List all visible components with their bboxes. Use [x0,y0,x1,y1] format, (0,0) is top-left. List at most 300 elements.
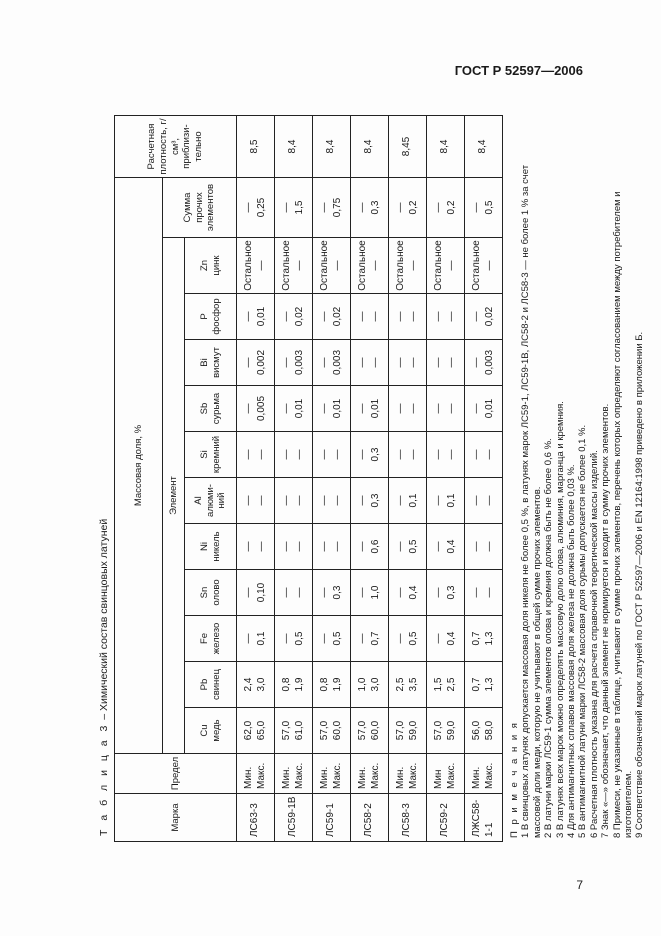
min-value: — [281,587,292,598]
max-value: — [483,449,495,460]
limit-max: Макс. [407,762,419,789]
value-cell [465,662,503,708]
min-value: — [471,403,482,414]
notes-block [509,95,646,842]
value-cell [389,570,427,616]
element-symbol: Sn [198,586,210,599]
element-col-header [185,570,237,616]
max-value: — [483,495,495,506]
value-cell [427,616,465,662]
max-value: 0,01 [293,398,305,419]
limit-max: Макс. [483,762,495,789]
element-symbol: Pb [198,678,210,691]
element-name: никель [210,531,222,562]
min-value: — [357,633,368,644]
value-cell [389,432,427,478]
density-value: 8,4 [275,116,313,178]
element-symbol: P [198,313,210,320]
min-value: — [243,541,254,552]
value-cell [427,340,465,386]
notes-title: П р и м е ч а н и я [509,721,520,838]
rotated-table-block [94,95,646,842]
table-row [313,116,351,842]
table-caption [94,95,114,842]
value-cell [237,662,275,708]
value-cell [351,524,389,570]
min-value: 0,7 [471,631,482,646]
limit-cell [351,754,389,794]
value-cell [275,478,313,524]
composition-table [114,115,503,842]
element-symbol: Cu [198,724,210,737]
value-cell [237,524,275,570]
value-cell [237,386,275,432]
alloy-grade: ЛС59-1 [313,794,351,842]
element-col-header [185,386,237,432]
limit-min: Мин [433,769,444,789]
max-value: 0,003 [293,349,305,376]
max-value: 0,2 [445,200,457,215]
value-cell [427,570,465,616]
min-value: 57,0 [281,720,292,741]
min-value: — [243,357,254,368]
min-value: — [433,311,444,322]
mass-fraction-header: Массовая доля, % [115,178,163,754]
max-value: — [293,260,305,271]
max-value: 0,5 [483,200,495,215]
value-cell [275,708,313,754]
element-header: Элемент [163,238,185,754]
max-value: 60,0 [331,720,343,741]
value-cell [465,708,503,754]
min-value: — [319,541,330,552]
element-symbol: Zn [198,259,210,272]
element-name: олово [210,579,222,606]
min-value: — [281,202,292,213]
note-line: изготовителем. [623,770,635,838]
min-value: 2,4 [243,677,254,692]
min-value: — [433,495,444,506]
min-value: — [319,311,330,322]
value-cell [275,432,313,478]
min-value: — [243,495,254,506]
min-value: — [395,587,406,598]
min-value: 0,8 [319,677,330,692]
value-cell [351,340,389,386]
limit-min: Мин. [319,766,330,789]
min-value: — [395,403,406,414]
max-value: 0,4 [407,585,419,600]
value-cell [389,294,427,340]
max-value: 0,01 [369,398,381,419]
value-cell [465,616,503,662]
table-row [351,116,389,842]
max-value: 0,003 [331,349,343,376]
value-cell [351,570,389,616]
value-cell [465,238,503,294]
value-cell [465,478,503,524]
max-value: — [293,449,305,460]
value-cell [313,340,351,386]
max-value: — [369,260,381,271]
min-value: — [433,449,444,460]
value-cell [427,238,465,294]
max-value: — [407,357,419,368]
value-cell [275,178,313,238]
max-value: — [483,541,495,552]
max-value: 0,5 [407,539,419,554]
limit-cell [275,754,313,794]
max-value: 0,01 [483,398,495,419]
max-value: 0,5 [407,631,419,646]
max-value: 0,3 [369,493,381,508]
max-value: 65,0 [255,720,267,741]
min-value: — [281,541,292,552]
max-value: 0,10 [255,582,267,603]
value-cell [237,178,275,238]
value-cell [351,616,389,662]
min-value: Остальное [319,240,330,291]
document-code: ГОСТ Р 52597—2006 [454,63,583,78]
value-cell [427,386,465,432]
value-cell [427,708,465,754]
density-value: 8,4 [313,116,351,178]
alloy-grade: ЛС59-1В [275,794,313,842]
max-value: — [407,449,419,460]
limit-cell [465,754,503,794]
max-value: 0,5 [293,631,305,646]
value-cell [275,386,313,432]
max-value: — [445,449,457,460]
value-cell [351,238,389,294]
min-value: 57,0 [395,720,406,741]
max-value: — [369,311,381,322]
min-value: — [243,403,254,414]
value-cell [237,432,275,478]
min-value: 0,8 [281,677,292,692]
alloy-grade: ЛЖС58-1-1 [465,794,503,842]
element-name: медь [210,719,222,742]
alloy-grade: ЛС63-3 [237,794,275,842]
max-value: 0,01 [255,306,267,327]
element-symbol: Al [192,496,204,505]
element-symbol: Bi [198,358,210,367]
table-row [427,116,465,842]
min-value: Остальное [395,240,406,291]
min-value: — [471,311,482,322]
value-cell [465,432,503,478]
min-value: — [357,449,368,460]
limit-cell [313,754,351,794]
min-value: — [433,541,444,552]
density-value: 8,5 [237,116,275,178]
limit-cell [237,754,275,794]
max-value: — [483,260,495,271]
value-cell [237,238,275,294]
max-value: 0,4 [445,539,457,554]
value-cell [313,570,351,616]
value-cell [237,616,275,662]
max-value: 0,005 [255,395,267,422]
alloy-grade: ЛС58-2 [351,794,389,842]
value-cell [313,708,351,754]
min-value: — [243,311,254,322]
max-value: 1,0 [369,585,381,600]
max-value: 0,02 [331,306,343,327]
max-value: 0,4 [445,631,457,646]
value-cell [389,478,427,524]
value-cell [351,294,389,340]
value-cell [465,340,503,386]
min-value: 1,5 [433,677,444,692]
max-value: 0,2 [407,200,419,215]
max-value: — [255,541,267,552]
max-value: — [255,495,267,506]
min-value: Остальное [471,240,482,291]
min-value: — [357,357,368,368]
element-col-header [185,238,237,294]
element-name: сурьма [210,392,222,425]
limit-max: Макс. [331,762,343,789]
min-value: — [395,541,406,552]
value-cell [313,478,351,524]
min-value: — [357,587,368,598]
min-value: — [243,633,254,644]
value-cell [351,386,389,432]
max-value: — [293,541,305,552]
value-cell [237,340,275,386]
max-value: — [445,260,457,271]
density-value: 8,4 [465,116,503,178]
note-line: 9 Соответствие обозначений марок латуней по ГОСТ Р 52597—2006 и EN 12164:1998 приведено в приложении Б. [634,331,646,838]
min-value: — [395,633,406,644]
caption-text: – Химический состав свинцовых латуней [98,518,110,723]
min-value: — [281,495,292,506]
element-col-header [185,340,237,386]
min-value: — [357,495,368,506]
min-value: 57,0 [319,720,330,741]
note-line: 2 В латуни марки ЛС59-1 сумма элементов олова и кремния должна быть не более 0,6 %. [543,438,555,838]
value-cell [237,478,275,524]
min-value: — [471,541,482,552]
min-value: — [471,495,482,506]
caption-prefix: Т а б л и ц а 3 [98,722,110,836]
element-col-header [185,478,237,524]
element-name: кремний [210,435,222,474]
value-cell [427,478,465,524]
value-cell [427,178,465,238]
value-cell [389,238,427,294]
limit-min: Мин. [395,766,406,789]
element-col-header [185,662,237,708]
max-value: 3,0 [369,677,381,692]
note-line: 3 В латунях всех марок можно определять массовую долю олова, алюминия, марганца и кремния. [554,401,566,838]
value-cell [389,340,427,386]
element-symbol: Ni [198,542,210,551]
min-value: — [433,357,444,368]
limit-max: Макс. [255,762,267,789]
max-value: 58,0 [483,720,495,741]
value-cell [237,570,275,616]
value-cell [389,662,427,708]
min-value: 56,0 [471,720,482,741]
predel-header: Предел [115,754,237,794]
value-cell [465,524,503,570]
min-value: — [433,633,444,644]
max-value: 60,0 [369,720,381,741]
value-cell [313,294,351,340]
min-value: 57,0 [357,720,368,741]
density-value: 8,45 [389,116,427,178]
note-line: 1 В свинцовых латунях допускается массовая доля никеля не более 0,5 %, в латунях марок ЛС59-1, ЛС59-1В, ЛС58-2 и ЛС58-3 — не более 1 % за счет [520,164,532,838]
max-value: 1,3 [483,677,495,692]
max-value: — [407,260,419,271]
min-value: — [319,495,330,506]
min-value: Остальное [357,240,368,291]
element-name: свинец [210,668,222,701]
table-row [237,116,275,842]
element-col-header [185,616,237,662]
max-value: 59,0 [445,720,457,741]
max-value: 0,003 [483,349,495,376]
min-value: — [395,311,406,322]
value-cell [351,708,389,754]
max-value: 0,02 [483,306,495,327]
value-cell [237,708,275,754]
max-value: 0,3 [369,200,381,215]
min-value: Остальное [243,240,254,291]
max-value: 0,1 [445,493,457,508]
value-cell [313,178,351,238]
max-value: 0,01 [331,398,343,419]
limit-max: Макс. [445,762,457,789]
value-cell [465,294,503,340]
note-line: 7 Знак «—» обозначает, что данный элемент не нормируется и входит в сумму прочих элементов. [600,403,612,838]
min-value: — [471,587,482,598]
element-col-header [185,524,237,570]
min-value: — [281,311,292,322]
min-value: — [357,541,368,552]
value-cell [351,662,389,708]
element-col-header [185,294,237,340]
element-col-header [185,432,237,478]
value-cell [313,386,351,432]
max-value: 1,3 [483,631,495,646]
value-cell [389,524,427,570]
value-cell [313,524,351,570]
max-value: 1,5 [293,200,305,215]
element-name: фосфор [210,298,222,335]
value-cell [465,570,503,616]
limit-max: Макс. [369,762,381,789]
max-value: — [255,449,267,460]
note-line: 6 Расчетная плотность указана для расчета справочной теоретической массы изделий. [588,450,600,838]
value-cell [351,478,389,524]
marka-header: Марка [115,794,237,842]
min-value: — [471,449,482,460]
max-value: 0,02 [293,306,305,327]
min-value: — [357,311,368,322]
note-line: массовой доли меди, которую не учитывают в общей сумме прочих элементов. [531,486,543,838]
value-cell [275,570,313,616]
max-value: 61,0 [293,720,305,741]
value-cell [275,616,313,662]
sum-other-header: Сумма прочих элементов [163,178,237,238]
min-value: — [395,449,406,460]
max-value: — [445,311,457,322]
max-value: — [255,260,267,271]
note-line: 8 Примеси, не указанные в таблице, учитывают в сумме прочих элементов, перечень которых определяют согласованием между потребителем и [611,191,623,838]
max-value: — [293,495,305,506]
value-cell [313,432,351,478]
max-value: 0,1 [255,631,267,646]
max-value: — [293,587,305,598]
max-value: 3,0 [255,677,267,692]
min-value: 0,7 [471,677,482,692]
table-row [275,116,313,842]
min-value: — [243,587,254,598]
max-value: 1,9 [331,677,343,692]
max-value: 0,75 [331,197,343,218]
value-cell [313,616,351,662]
min-value: 57,0 [433,720,444,741]
value-cell [389,708,427,754]
max-value: 0,7 [369,631,381,646]
min-value: — [243,449,254,460]
max-value: — [407,311,419,322]
element-symbol: Si [198,450,210,459]
max-value: 59,0 [407,720,419,741]
limit-min: Мин. [281,766,292,789]
element-col-header [185,708,237,754]
min-value: — [357,403,368,414]
max-value: 0,25 [255,197,267,218]
max-value: — [445,357,457,368]
value-cell [427,294,465,340]
min-value: 2,5 [395,677,406,692]
min-value: 1,0 [357,677,368,692]
density-header: Расчетная плотность, г/см³, приблизи-тельно [115,116,237,178]
value-cell [351,432,389,478]
max-value: — [407,403,419,414]
max-value: 3,5 [407,677,419,692]
min-value: — [319,202,330,213]
max-value: — [331,541,343,552]
value-cell [427,662,465,708]
min-value: — [357,202,368,213]
min-value: — [281,403,292,414]
value-cell [275,662,313,708]
element-name: алюми-ний [204,484,228,517]
min-value: — [471,357,482,368]
max-value: — [331,260,343,271]
min-value: Остальное [281,240,292,291]
limit-cell [427,754,465,794]
min-value: — [471,202,482,213]
page-number: 7 [576,878,583,892]
value-cell [427,524,465,570]
table-row [465,116,503,842]
min-value: — [281,449,292,460]
value-cell [465,178,503,238]
value-cell [275,238,313,294]
value-cell [389,178,427,238]
value-cell [389,386,427,432]
min-value: — [395,495,406,506]
note-line: 4 Для антимагнитных сплавов массовая доля железа не должна быть более 0,03 %. [566,464,578,838]
limit-max: Макс. [293,762,305,789]
max-value: 0,3 [369,447,381,462]
